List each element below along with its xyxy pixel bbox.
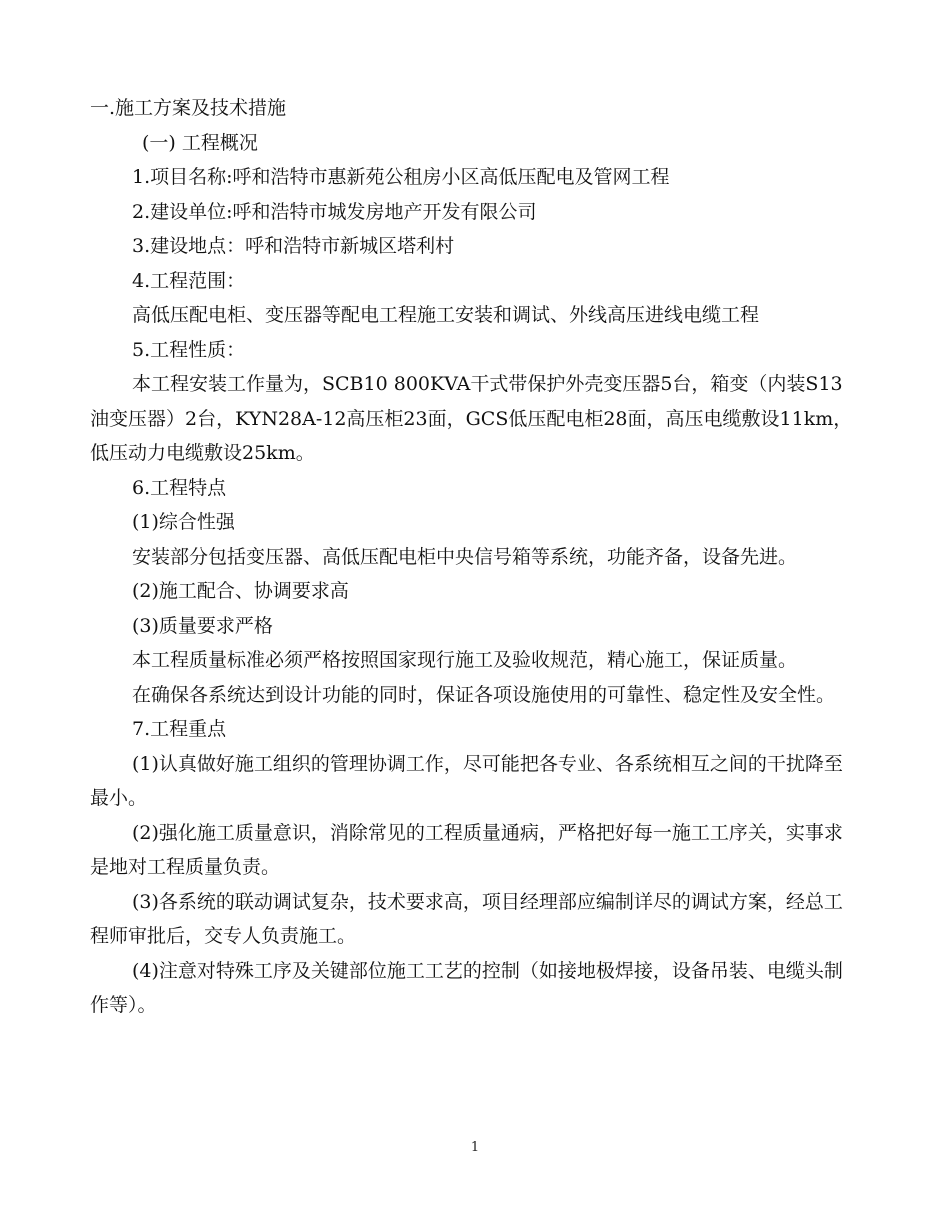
feature-3-text-1: 本工程质量标准必须严格按照国家现行施工及验收规范，精心施工，保证质量。 xyxy=(132,649,798,671)
project-nature-text: 本工程安装工作量为，SCB10 800KVA干式带保护外壳变压器5台，箱变（内装S13油变压器）2台，KYN28A-12高压柜23面，GCS低压配电柜28面，高压电缆敷设11km，低压动力电缆敷设25km。 xyxy=(90,373,853,464)
key-point-3: (3)各系统的联动调试复杂，技术要求高，项目经理部应编制详尽的调试方案，经总工程师审批后，交专人负责施工。 xyxy=(90,890,843,947)
project-features-heading: 6.工程特点 xyxy=(132,476,227,499)
key-points-heading: 7.工程重点 xyxy=(132,718,227,740)
project-scope-heading: 4.工程范围： xyxy=(132,269,246,292)
project-name: 1.项目名称:呼和浩特市惠新苑公租房小区高低压配电及管网工程 xyxy=(132,166,670,188)
page-number: 1 xyxy=(470,1140,480,1155)
section-heading: (一) 工程概况 xyxy=(142,131,258,154)
feature-2-heading: (2)施工配合、协调要求高 xyxy=(132,580,349,602)
feature-3-heading: (3)质量要求严格 xyxy=(132,614,273,637)
feature-1-text: 安装部分包括变压器、高低压配电柜中央信号箱等系统，功能齐备，设备先进。 xyxy=(132,545,798,568)
feature-3-text-2: 在确保各系统达到设计功能的同时，保证各项设施使用的可靠性、稳定性及安全性。 xyxy=(132,683,836,706)
chapter-heading: 一.施工方案及技术措施 xyxy=(90,97,287,119)
key-point-2: (2)强化施工质量意识，消除常见的工程质量通病，严格把好每一施工工序关，实事求是地对工程质量负责。 xyxy=(90,821,843,878)
key-point-4: (4)注意对特殊工序及关键部位施工工艺的控制（如接地极焊接，设备吊装、电缆头制作等）。 xyxy=(90,959,843,1016)
document-body xyxy=(90,91,860,1023)
feature-1-heading: (1)综合性强 xyxy=(132,511,235,533)
project-nature-heading: 5.工程性质： xyxy=(132,338,246,361)
project-scope-text: 高低压配电柜、变压器等配电工程施工安装和调试、外线高压进线电缆工程 xyxy=(132,304,760,326)
construction-site: 3.建设地点：呼和浩特市新城区塔利村 xyxy=(132,235,455,257)
key-point-1: (1)认真做好施工组织的管理协调工作，尽可能把各专业、各系统相互之间的干扰降至最小。 xyxy=(90,752,843,809)
construction-unit: 2.建设单位:呼和浩特市城发房地产开发有限公司 xyxy=(132,200,537,223)
